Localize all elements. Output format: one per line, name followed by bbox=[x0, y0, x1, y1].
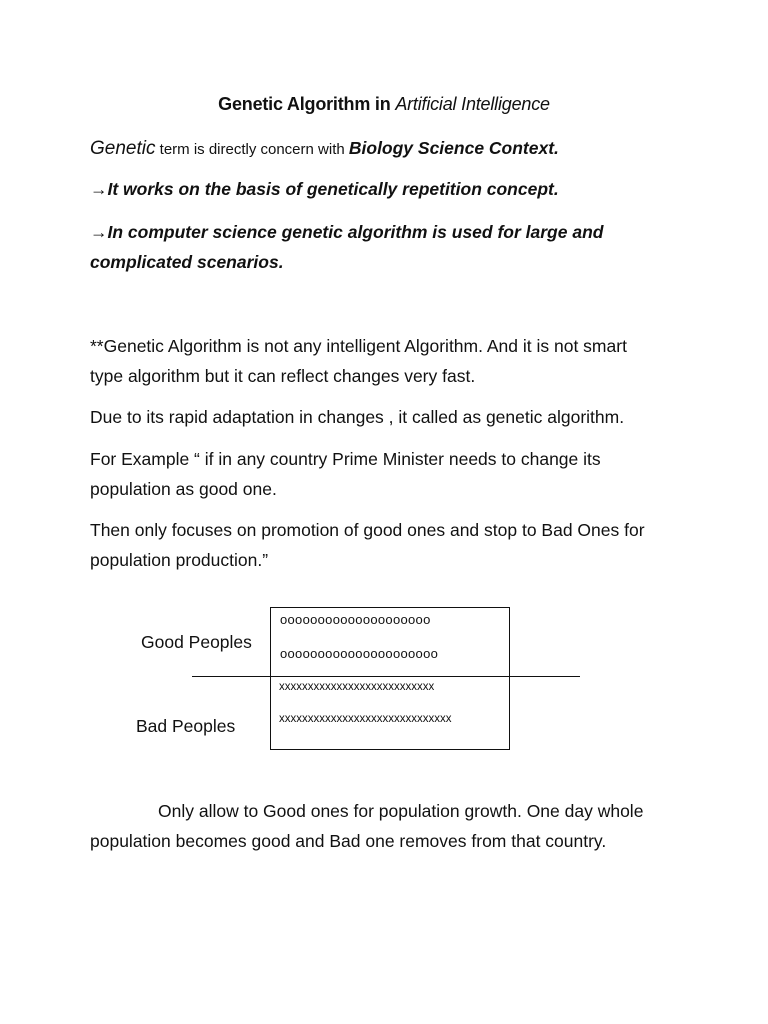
paragraph-3-line-1: For Example “ if in any country Prime Minister needs to change its bbox=[90, 449, 601, 469]
intro-context: Biology Science Context. bbox=[348, 138, 559, 158]
intro-line bbox=[90, 138, 559, 160]
intro-genetic-word: Genetic bbox=[90, 138, 156, 159]
good-row-1: oooooooooooooooooooo bbox=[280, 612, 431, 627]
arrow-icon: → bbox=[90, 222, 108, 242]
title-bold-part: Genetic Algorithm in bbox=[218, 94, 396, 114]
arrow-icon: → bbox=[90, 179, 108, 199]
bullet-2-text: In computer science genetic algorithm is used for large and bbox=[107, 222, 604, 242]
bullet-2-continuation: complicated scenarios. bbox=[90, 252, 284, 272]
paragraph-2: Due to its rapid adaptation in changes , it called as genetic algorithm. bbox=[90, 407, 625, 427]
conclusion-line-2: population becomes good and Bad one removes from that country. bbox=[90, 831, 607, 851]
paragraph-4-line-1: Then only focuses on promotion of good ones and stop to Bad Ones for bbox=[90, 520, 645, 540]
intro-middle-text: term is directly concern with bbox=[155, 141, 349, 158]
divider-line bbox=[192, 676, 580, 677]
conclusion-line-1: Only allow to Good ones for population growth. One day whole bbox=[158, 801, 644, 821]
bad-row-1: xxxxxxxxxxxxxxxxxxxxxxxxxxx bbox=[279, 681, 435, 693]
bullet-2 bbox=[90, 222, 603, 243]
title-italic-part: Artificial Intelligence bbox=[395, 94, 550, 114]
document-title bbox=[0, 94, 768, 115]
bullet-1 bbox=[90, 179, 559, 200]
population-box bbox=[270, 607, 510, 750]
good-peoples-label: Good Peoples bbox=[141, 632, 252, 652]
bad-row-2: xxxxxxxxxxxxxxxxxxxxxxxxxxxxxx bbox=[279, 713, 452, 725]
good-row-2: ooooooooooooooooooooo bbox=[280, 646, 439, 661]
bad-peoples-label: Bad Peoples bbox=[136, 716, 236, 736]
paragraph-4-line-2: population production.” bbox=[90, 550, 269, 570]
paragraph-3-line-2: population as good one. bbox=[90, 479, 277, 499]
paragraph-1-line-1: **Genetic Algorithm is not any intelligent Algorithm. And it is not smart bbox=[90, 336, 627, 356]
paragraph-1-line-2: type algorithm but it can reflect changes very fast. bbox=[90, 366, 476, 386]
bullet-1-text: It works on the basis of genetically repetition concept. bbox=[107, 179, 559, 199]
